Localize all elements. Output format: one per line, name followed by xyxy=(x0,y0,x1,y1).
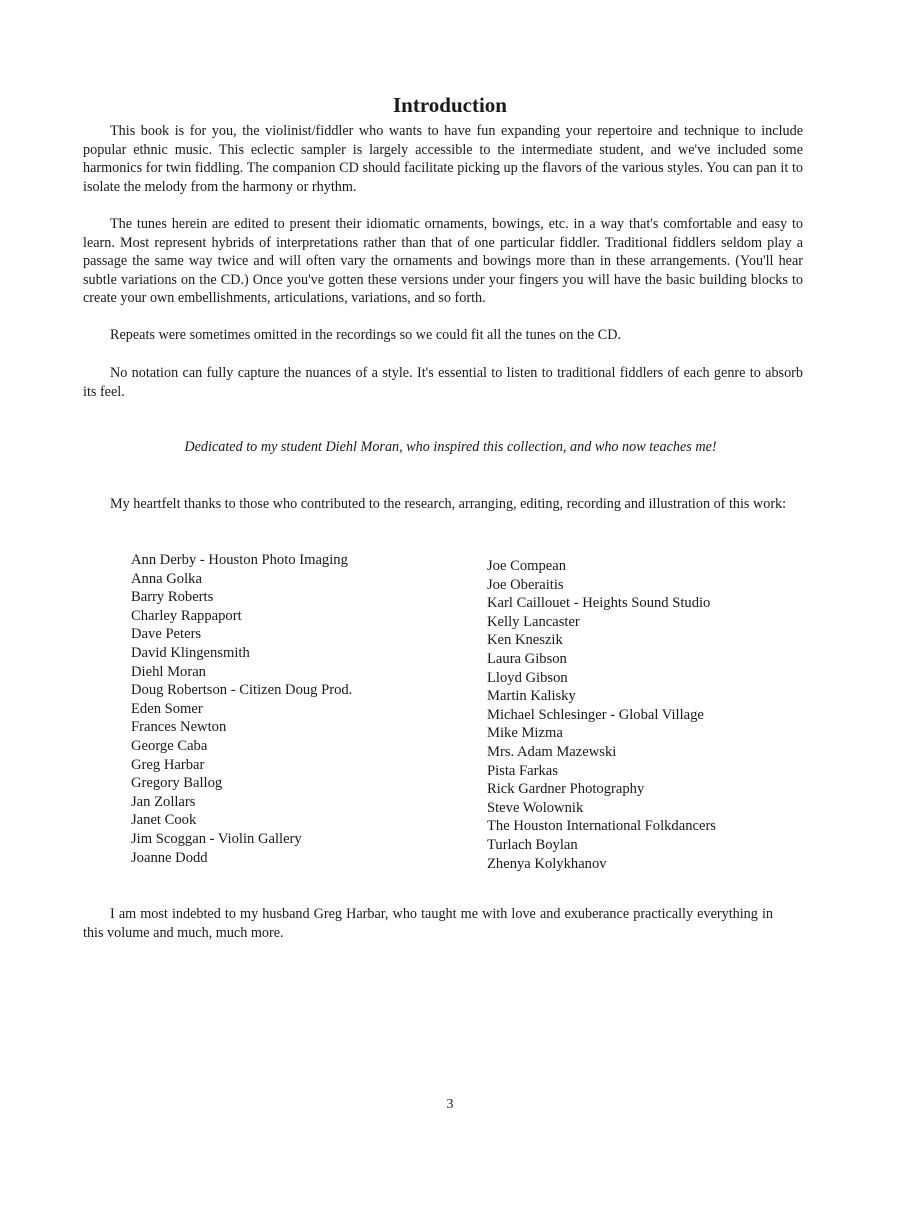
contributor-name: Martin Kalisky xyxy=(487,688,576,705)
contributor-name: Diehl Moran xyxy=(131,663,206,680)
intro-paragraph-2: The tunes herein are edited to present their idiomatic ornaments, bowings, etc. in a way that's comfortable and easy to learn. Most represent hybrids of interpretations rather than that of one particular fiddler. Traditional fiddlers seldom play a passage the same way twice and will often vary the ornaments and bowings more than in these arrangements. (You'll hear subtle variations on the CD.) Once you've gotten these versions under your fingers you will have the basic building blocks to create your own embellishments, articulations, variations, and so forth. xyxy=(83,216,803,307)
thanks-paragraph: My heartfelt thanks to those who contributed to the research, arranging, editing, recording and illustration of this work: xyxy=(110,496,787,512)
page-number: 3 xyxy=(446,1097,454,1112)
contributor-name: Michael Schlesinger - Global Village xyxy=(487,706,704,723)
contributor-name: Doug Robertson - Citizen Doug Prod. xyxy=(131,682,353,699)
contributor-name: Joe Compean xyxy=(487,558,567,574)
contributor-name: The Houston International Folkdancers xyxy=(487,818,716,835)
contributor-name: Kelly Lancaster xyxy=(487,613,580,630)
contributor-name: Laura Gibson xyxy=(487,650,567,667)
contributor-name: Barry Roberts xyxy=(131,589,214,606)
contributor-name: Joanne Dodd xyxy=(131,849,208,866)
contributor-name: Jan Zollars xyxy=(131,793,196,810)
intro-paragraph-3: Repeats were sometimes omitted in the recordings so we could fit all the tunes on the CD. xyxy=(110,327,622,343)
contributors-list-left xyxy=(131,551,352,867)
contributor-name: Lloyd Gibson xyxy=(487,669,568,686)
contributor-name: Zhenya Kolykhanov xyxy=(487,855,607,872)
contributor-name: Joe Oberaitis xyxy=(487,576,564,593)
contributor-name: Steve Wolownik xyxy=(487,799,584,816)
contributor-name: Rick Gardner Photography xyxy=(487,781,645,798)
contributor-name: Charley Rappaport xyxy=(131,607,242,624)
contributor-name: Anna Golka xyxy=(131,570,202,587)
contributors-list-right xyxy=(487,557,716,873)
contributor-name: Janet Cook xyxy=(131,812,197,829)
contributor-name: Eden Somer xyxy=(131,700,203,717)
contributor-name: Turlach Boylan xyxy=(487,836,578,853)
contributor-name: Ken Kneszik xyxy=(487,632,563,649)
contributor-name: Frances Newton xyxy=(131,719,227,736)
page-title: Introduction xyxy=(393,93,507,117)
intro-paragraph-4: No notation can fully capture the nuances of a style. It's essential to listen to traditional fiddlers of each genre to absorb its feel. xyxy=(83,365,803,400)
contributor-name: Jim Scoggan - Violin Gallery xyxy=(131,830,302,847)
closing-paragraph: I am most indebted to my husband Greg Harbar, who taught me with love and exuberance practically everything in this volume and much, much more. xyxy=(83,906,773,941)
intro-paragraph-1: This book is for you, the violinist/fiddler who wants to have fun expanding your repertoire and technique to include popular ethnic music. This eclectic sampler is largely accessible to the intermediate student, and we've included some harmonics for twin fiddling. The companion CD should facilitate picking up the flavors of the various styles. You can pan it to isolate the melody from the harmony or rhythm. xyxy=(83,123,803,195)
dedication: Dedicated to my student Diehl Moran, who inspired this collection, and who now teaches me! xyxy=(184,439,717,455)
contributor-name: George Caba xyxy=(131,737,208,754)
contributor-name: Gregory Ballog xyxy=(131,775,223,792)
contributor-name: David Klingensmith xyxy=(131,644,250,661)
contributor-name: Karl Caillouet - Heights Sound Studio xyxy=(487,595,711,612)
contributor-name: Greg Harbar xyxy=(131,756,205,773)
contributor-name: Dave Peters xyxy=(131,626,202,643)
contributor-name: Mike Mizma xyxy=(487,725,563,742)
contributor-name: Pista Farkas xyxy=(487,762,558,779)
contributor-name: Ann Derby - Houston Photo Imaging xyxy=(131,552,348,568)
contributor-name: Mrs. Adam Mazewski xyxy=(487,743,617,760)
